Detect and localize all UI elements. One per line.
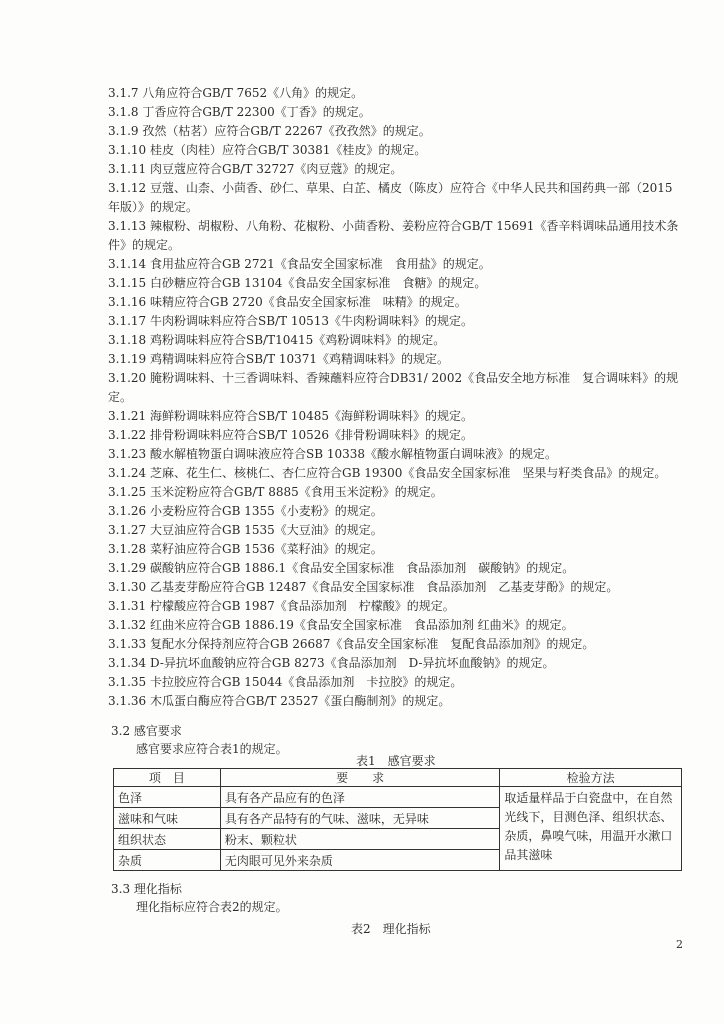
list-item: 3.1.7 八角应符合GB/T 7652《八角》的规定。	[108, 86, 364, 100]
section-heading: 3.2 感官要求	[111, 724, 182, 738]
list-item: 3.1.35 卡拉胶应符合GB 15044《食品添加剂 卡拉胶》的规定。	[108, 675, 463, 689]
list-item: 3.1.9 孜然（枯茗）应符合GB/T 22267《孜孜然》的规定。	[108, 124, 431, 138]
list-item: 3.1.28 菜籽油应符合GB 1536《菜籽油》的规定。	[108, 542, 383, 556]
table-cell: 粉末、颗粒状	[220, 829, 499, 850]
list-item: 3.1.26 小麦粉应符合GB 1355《小麦粉》的规定。	[108, 504, 383, 518]
list-item: 3.1.16 味精应符合GB 2720《食品安全国家标准 味精》的规定。	[108, 295, 467, 309]
list-item: 3.1.12 豆蔻、山柰、小茴香、砂仁、草果、白芷、橘皮（陈皮）应符合《中华人民共和国药典一部（2015年版）》的规定。	[108, 181, 673, 214]
inspection-method-cell: 取适量样品于白瓷盘中，在自然光线下，目测色泽、组织状态、杂质，鼻嗅气味，用温开水漱口品其滋味	[500, 787, 682, 871]
list-item: 3.1.20 腌粉调味料、十三香调味料、香辣蘸料应符合DB31/ 2002《食品安全地方标准 复合调味料》的规定。	[108, 371, 679, 404]
list-item: 3.1.24 芝麻、花生仁、核桃仁、杏仁应符合GB 19300《食品安全国家标准 坚果与籽类食品》的规定。	[108, 466, 667, 480]
column-header: 检验方法	[500, 769, 682, 787]
section-text: 理化指标应符合表2的规定。	[136, 900, 288, 914]
table-header-row	[114, 769, 682, 787]
column-header: 要 求	[220, 769, 499, 787]
list-item: 3.1.18 鸡粉调味料应符合SB/T10415《鸡粉调味料》的规定。	[108, 333, 446, 347]
table-caption: 表2 理化指标	[351, 922, 431, 936]
list-item: 3.1.17 牛肉粉调味料应符合SB/T 10513《牛肉粉调味料》的规定。	[108, 314, 474, 328]
table-cell: 色泽	[114, 787, 221, 808]
list-item: 3.1.30 乙基麦芽酚应符合GB 12487《食品安全国家标准 食品添加剂 乙基麦芽酚》的规定。	[108, 580, 619, 594]
list-item: 3.1.15 白砂糖应符合GB 13104《食品安全国家标准 食糖》的规定。	[108, 276, 487, 290]
list-item: 3.1.22 排骨粉调味料应符合SB/T 10526《排骨粉调味料》的规定。	[108, 428, 474, 442]
list-item: 3.1.10 桂皮（肉桂）应符合GB/T 30381《桂皮》的规定。	[108, 143, 427, 157]
table-caption: 表1 感官要求	[356, 754, 436, 768]
list-item: 3.1.33 复配水分保持剂应符合GB 26687《食品安全国家标准 复配食品添加剂》的规定。	[108, 637, 595, 651]
list-item: 3.1.31 柠檬酸应符合GB 1987《食品添加剂 柠檬酸》的规定。	[108, 599, 455, 613]
sensory-requirements-table	[113, 768, 682, 871]
list-item: 3.1.14 食用盐应符合GB 2721《食品安全国家标准 食用盐》的规定。	[108, 257, 491, 271]
list-item: 3.1.27 大豆油应符合GB 1535《大豆油》的规定。	[108, 523, 383, 537]
table-row	[114, 787, 682, 808]
table-cell: 杂质	[114, 850, 221, 871]
list-item: 3.1.29 碳酸钠应符合GB 1886.1《食品安全国家标准 食品添加剂 碳酸钠》的规定。	[108, 561, 575, 575]
table-cell: 无肉眼可见外来杂质	[220, 850, 499, 871]
section-heading: 3.3 理化指标	[111, 882, 182, 896]
table-cell: 具有各产品特有的气味、滋味，无异味	[220, 808, 499, 829]
list-item: 3.1.8 丁香应符合GB/T 22300《丁香》的规定。	[108, 105, 371, 119]
column-header: 项 目	[114, 769, 221, 787]
list-item: 3.1.11 肉豆蔻应符合GB/T 32727《肉豆蔻》的规定。	[108, 162, 403, 176]
page-number: 2	[676, 938, 683, 951]
list-item: 3.1.32 红曲米应符合GB 1886.19《食品安全国家标准 食品添加剂 红曲米》的规定。	[108, 618, 574, 632]
table-cell: 组织状态	[114, 829, 221, 850]
section-text: 感官要求应符合表1的规定。	[136, 742, 288, 756]
table-cell: 具有各产品应有的色泽	[220, 787, 499, 808]
list-item: 3.1.21 海鲜粉调味料应符合SB/T 10485《海鲜粉调味料》的规定。	[108, 409, 474, 423]
list-item: 3.1.34 D-异抗坏血酸钠应符合GB 8273《食品添加剂 D-异抗坏血酸钠》的规定。	[108, 656, 555, 670]
list-item: 3.1.19 鸡精调味料应符合SB/T 10371《鸡精调味料》的规定。	[108, 352, 450, 366]
list-item: 3.1.23 酸水解植物蛋白调味液应符合SB 10338《酸水解植物蛋白调味液》的规定。	[108, 447, 558, 461]
list-item: 3.1.36 木瓜蛋白酶应符合GB/T 23527《蛋白酶制剂》的规定。	[108, 694, 451, 708]
requirements-list	[108, 84, 682, 711]
list-item: 3.1.25 玉米淀粉应符合GB/T 8885《食用玉米淀粉》的规定。	[108, 485, 443, 499]
list-item: 3.1.13 辣椒粉、胡椒粉、八角粉、花椒粉、小茴香粉、姜粉应符合GB/T 15691《香辛料调味品通用技术条件》的规定。	[108, 219, 679, 252]
table-cell: 滋味和气味	[114, 808, 221, 829]
